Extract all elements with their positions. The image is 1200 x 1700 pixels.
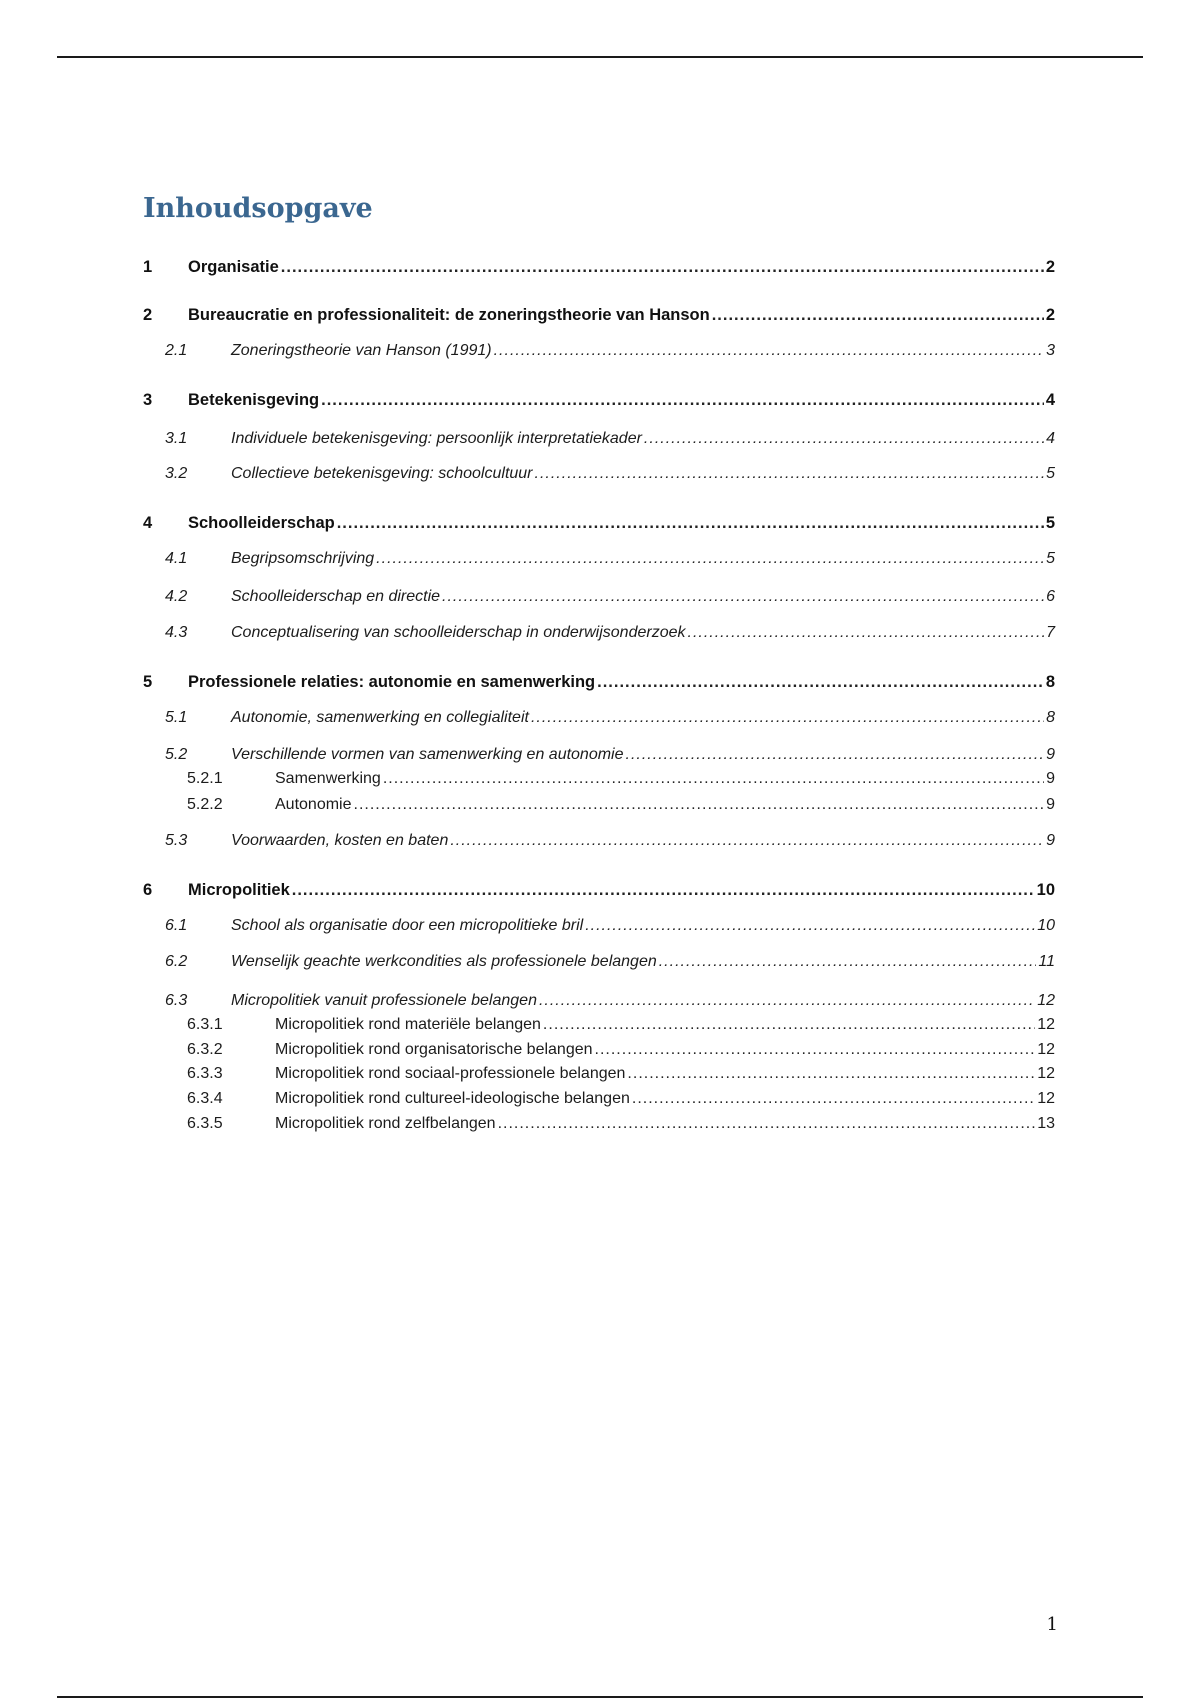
- toc-entry-page: 4: [1045, 391, 1055, 409]
- toc-entry-page: 9: [1046, 832, 1055, 849]
- dot-leader: [595, 1038, 1036, 1062]
- dot-leader: [632, 1087, 1035, 1111]
- toc-entry-page: 12: [1037, 992, 1055, 1009]
- toc-entry-title: Micropolitiek rond organisatorische belangen: [275, 1041, 593, 1058]
- toc-entry-number: 6.1: [165, 917, 188, 934]
- toc-entry-title: Individuele betekenisgeving: persoonlijk interpretatiekader: [231, 430, 642, 447]
- toc-entry-page: 12: [1037, 1041, 1055, 1058]
- toc-entry[interactable]: [143, 427, 1055, 451]
- toc-entry-title: Micropolitiek rond zelfbelangen: [275, 1115, 496, 1132]
- toc-entry-title: Samenwerking: [275, 770, 381, 787]
- dot-leader: [321, 388, 1044, 412]
- toc-entry-page: 9: [1046, 746, 1055, 763]
- toc-entry-page: 7: [1046, 624, 1055, 641]
- toc-entry-title: Betekenisgeving: [188, 391, 320, 409]
- page-number: 1: [1046, 1614, 1058, 1635]
- toc-entry[interactable]: [143, 1038, 1055, 1062]
- dot-leader: [494, 339, 1044, 363]
- toc-entry-title: Schoolleiderschap: [188, 514, 335, 532]
- toc-entry-page: 10: [1036, 881, 1055, 899]
- toc-entry-title: Collectieve betekenisgeving: schoolcultuur: [231, 465, 533, 482]
- toc-entry[interactable]: [143, 339, 1055, 363]
- toc-entry-number: 4.1: [165, 550, 188, 567]
- toc-entry-number: 6.3.1: [187, 1016, 223, 1033]
- toc-entry-page: 5: [1046, 550, 1055, 567]
- toc-entry[interactable]: [143, 1013, 1055, 1037]
- dot-leader: [626, 743, 1045, 767]
- toc-entry-title: Begripsomschrijving: [231, 550, 375, 567]
- dot-leader: [442, 585, 1044, 609]
- toc-entry-number: 6.3.5: [187, 1115, 223, 1132]
- dot-leader: [281, 255, 1044, 279]
- toc-entry-title: School als organisatie door een micropolitieke bril: [231, 917, 584, 934]
- toc-entry-number: 5.3: [165, 832, 188, 849]
- dot-leader: [712, 303, 1044, 327]
- toc-entry-page: 5: [1045, 514, 1055, 532]
- toc-entry[interactable]: [143, 1087, 1055, 1111]
- toc-entry-title: Micropolitiek rond sociaal-professionele belangen: [275, 1065, 626, 1082]
- toc-entry[interactable]: [143, 511, 1055, 535]
- footer-rule: [57, 1696, 1143, 1698]
- toc-entry-title: Conceptualisering van schoolleiderschap in onderwijsonderzoek: [231, 624, 686, 641]
- toc-entry-page: 8: [1046, 709, 1055, 726]
- toc-entry-page: 9: [1046, 770, 1055, 787]
- toc-entry[interactable]: [143, 1062, 1055, 1086]
- dot-leader: [659, 950, 1037, 974]
- toc-entry-number: 4.3: [165, 624, 188, 641]
- toc-entry-title: Voorwaarden, kosten en baten: [231, 832, 449, 849]
- toc-entry[interactable]: [143, 585, 1055, 609]
- toc-entry-page: 2: [1045, 258, 1055, 276]
- toc-entry[interactable]: [143, 829, 1055, 853]
- toc-entry[interactable]: [143, 743, 1055, 767]
- toc-entry-page: 12: [1037, 1016, 1055, 1033]
- toc-entry-number: 5.2: [165, 746, 188, 763]
- toc-entry-title: Micropolitiek rond materiële belangen: [275, 1016, 541, 1033]
- toc-entry-number: 2: [143, 306, 153, 324]
- toc-entry[interactable]: [143, 706, 1055, 730]
- toc-entry[interactable]: [143, 989, 1055, 1013]
- toc-entry-title: Wenselijk geachte werkcondities als professionele belangen: [231, 953, 657, 970]
- toc-entry-number: 5: [143, 673, 153, 691]
- toc-entry-title: Zoneringstheorie van Hanson (1991): [231, 342, 492, 359]
- dot-leader: [543, 1013, 1035, 1037]
- toc-entry-number: 6.2: [165, 953, 188, 970]
- toc-entry-page: 2: [1045, 306, 1055, 324]
- toc-entry-number: 5.2.1: [187, 770, 223, 787]
- toc-entry-page: 9: [1046, 796, 1055, 813]
- toc-entry-number: 2.1: [165, 342, 188, 359]
- toc-entry-page: 8: [1045, 673, 1055, 691]
- toc-entry-title: Verschillende vormen van samenwerking en autonomie: [231, 746, 624, 763]
- toc-entry[interactable]: [143, 388, 1055, 412]
- header-rule: [57, 56, 1143, 58]
- toc-entry[interactable]: [143, 1112, 1055, 1136]
- dot-leader: [585, 914, 1035, 938]
- toc-title: Inhoudsopgave: [143, 193, 373, 224]
- dot-leader: [498, 1112, 1036, 1136]
- toc-entry-number: 3: [143, 391, 153, 409]
- dot-leader: [688, 621, 1045, 645]
- dot-leader: [539, 989, 1035, 1013]
- toc-entry-page: 12: [1037, 1065, 1055, 1082]
- toc-entry-number: 1: [143, 258, 153, 276]
- toc-entry-page: 11: [1038, 953, 1055, 970]
- toc-entry[interactable]: [143, 670, 1055, 694]
- toc-entry-number: 4.2: [165, 588, 188, 605]
- dot-leader: [354, 793, 1045, 817]
- toc-entry-number: 6.3.4: [187, 1090, 223, 1107]
- dot-leader: [535, 462, 1045, 486]
- dot-leader: [337, 511, 1044, 535]
- toc-entry-number: 3.2: [165, 465, 188, 482]
- toc-entry-number: 4: [143, 514, 153, 532]
- toc-entry-number: 6.3.2: [187, 1041, 223, 1058]
- toc-entry[interactable]: [143, 462, 1055, 486]
- toc-entry-page: 4: [1046, 430, 1055, 447]
- toc-entry-title: Professionele relaties: autonomie en samenwerking: [188, 673, 596, 691]
- dot-leader: [627, 1062, 1035, 1086]
- dot-leader: [531, 706, 1044, 730]
- dot-leader: [383, 767, 1044, 791]
- toc-entry-page: 13: [1037, 1115, 1055, 1132]
- toc-entry-number: 6.3.3: [187, 1065, 223, 1082]
- toc-entry[interactable]: [143, 767, 1055, 791]
- toc-entry[interactable]: [143, 303, 1055, 327]
- toc-entry-number: 3.1: [165, 430, 188, 447]
- toc-entry-title: Micropolitiek vanuit professionele belangen: [231, 992, 537, 1009]
- dot-leader: [450, 829, 1044, 853]
- toc-entry-page: 10: [1037, 917, 1055, 934]
- dot-leader: [597, 670, 1044, 694]
- toc-entry-number: 6.3: [165, 992, 188, 1009]
- toc-entry[interactable]: [143, 914, 1055, 938]
- toc-entry[interactable]: [143, 878, 1055, 902]
- toc-entry-number: 5.2.2: [187, 796, 223, 813]
- toc-entry-title: Bureaucratie en professionaliteit: de zoneringstheorie van Hanson: [188, 306, 710, 324]
- dot-leader: [644, 427, 1044, 451]
- toc-entry-page: 12: [1037, 1090, 1055, 1107]
- toc-entry-title: Organisatie: [188, 258, 279, 276]
- toc-entry-number: 6: [143, 881, 153, 899]
- toc-entry[interactable]: [143, 547, 1055, 571]
- toc-entry-page: 3: [1046, 342, 1055, 359]
- toc-entry[interactable]: [143, 793, 1055, 817]
- toc-entry-page: 5: [1046, 465, 1055, 482]
- toc-entry-title: Micropolitiek: [188, 881, 290, 899]
- toc-entry-number: 5.1: [165, 709, 188, 726]
- toc-entry-page: 6: [1046, 588, 1055, 605]
- toc-entry[interactable]: [143, 255, 1055, 279]
- toc-entry-title: Autonomie: [275, 796, 352, 813]
- dot-leader: [292, 878, 1035, 902]
- toc-entry-title: Micropolitiek rond cultureel-ideologische belangen: [275, 1090, 630, 1107]
- toc-entry-title: Schoolleiderschap en directie: [231, 588, 441, 605]
- dot-leader: [376, 547, 1044, 571]
- toc-entry[interactable]: [143, 950, 1055, 974]
- toc-entry-title: Autonomie, samenwerking en collegialiteit: [231, 709, 529, 726]
- toc-entry[interactable]: [143, 621, 1055, 645]
